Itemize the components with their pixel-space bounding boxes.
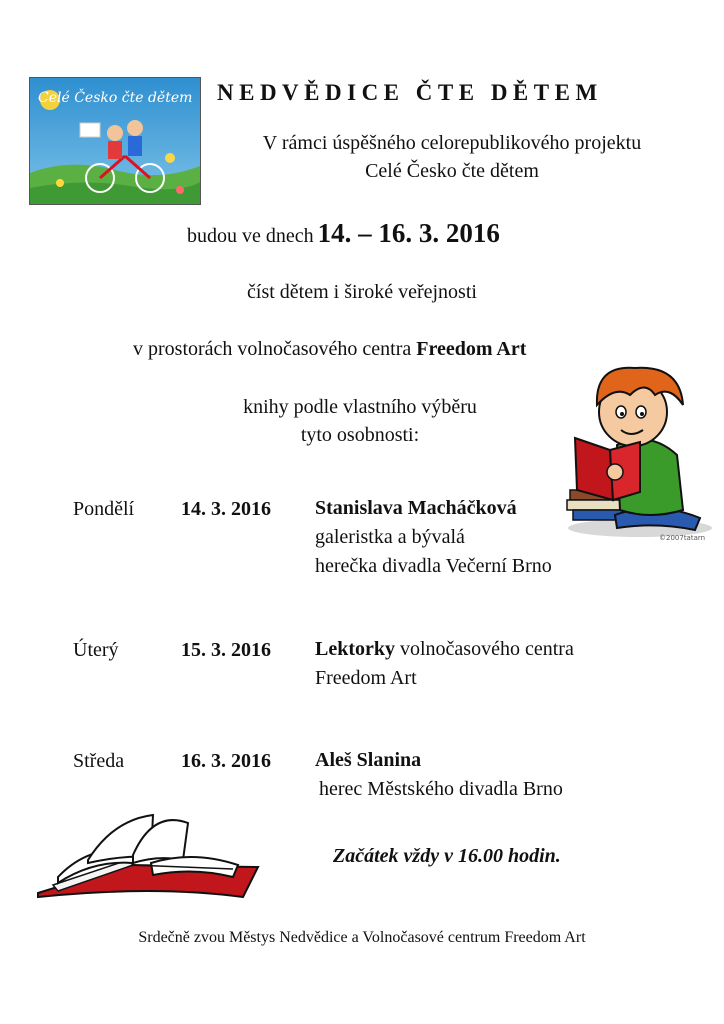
books-line-1: knihy podle vlastního výběru: [243, 396, 477, 418]
dates-range: 14. – 16. 3. 2016: [317, 218, 500, 248]
schedule-date-1: 14. 3. 2016: [181, 498, 271, 520]
schedule-date-2: 15. 3. 2016: [181, 639, 271, 661]
schedule-person-1: [315, 494, 552, 581]
schedule-desc-1a: galeristka a bývalá: [315, 526, 465, 548]
project-logo: [29, 77, 201, 205]
venue-name: Freedom Art: [416, 338, 527, 360]
page-title: NEDVĚDICE ČTE DĚTEM: [217, 80, 603, 105]
schedule-desc-2a: Freedom Art: [315, 667, 417, 689]
logo-text: Celé Česko čte dětem: [38, 90, 193, 106]
schedule-desc-1b: herečka divadla Večerní Brno: [315, 555, 552, 577]
venue-line: [133, 338, 526, 361]
start-time-note: Začátek vždy v 16.00 hodin.: [333, 845, 561, 867]
open-book-illustration: [33, 805, 263, 905]
dates-prefix: budou ve dnech: [187, 225, 314, 247]
clipart-credit: ©2007tatarn: [659, 534, 706, 542]
schedule-date-3: 16. 3. 2016: [181, 750, 271, 772]
footer-invitation: Srdečně zvou Městys Nedvědice a Volnočasové centrum Freedom Art: [138, 929, 586, 946]
intro-line-2: Celé Česko čte dětem: [365, 160, 539, 182]
audience-line: číst dětem i široké veřejnosti: [247, 281, 477, 303]
schedule-day-3: Středa: [73, 750, 125, 772]
schedule-name-2: Lektorky: [315, 638, 395, 660]
schedule-person-3: [315, 746, 563, 804]
books-line-2: tyto osobnosti:: [300, 424, 420, 446]
schedule-name-2-rest: volnočasového centra: [400, 638, 574, 660]
dates-line: [187, 218, 500, 249]
schedule-name-1: Stanislava Macháčková: [315, 497, 517, 519]
venue-prefix: v prostorách volnočasového centra: [133, 338, 412, 360]
reading-boy-illustration: [555, 350, 715, 545]
schedule-day-1: Pondělí: [73, 498, 135, 520]
schedule-day-2: Úterý: [73, 639, 119, 661]
schedule-desc-3a: herec Městského divadla Brno: [319, 778, 563, 800]
schedule-person-2: [315, 635, 574, 693]
schedule-name-3: Aleš Slanina: [315, 749, 422, 771]
intro-line-1: V rámci úspěšného celorepublikového projektu: [262, 132, 642, 154]
